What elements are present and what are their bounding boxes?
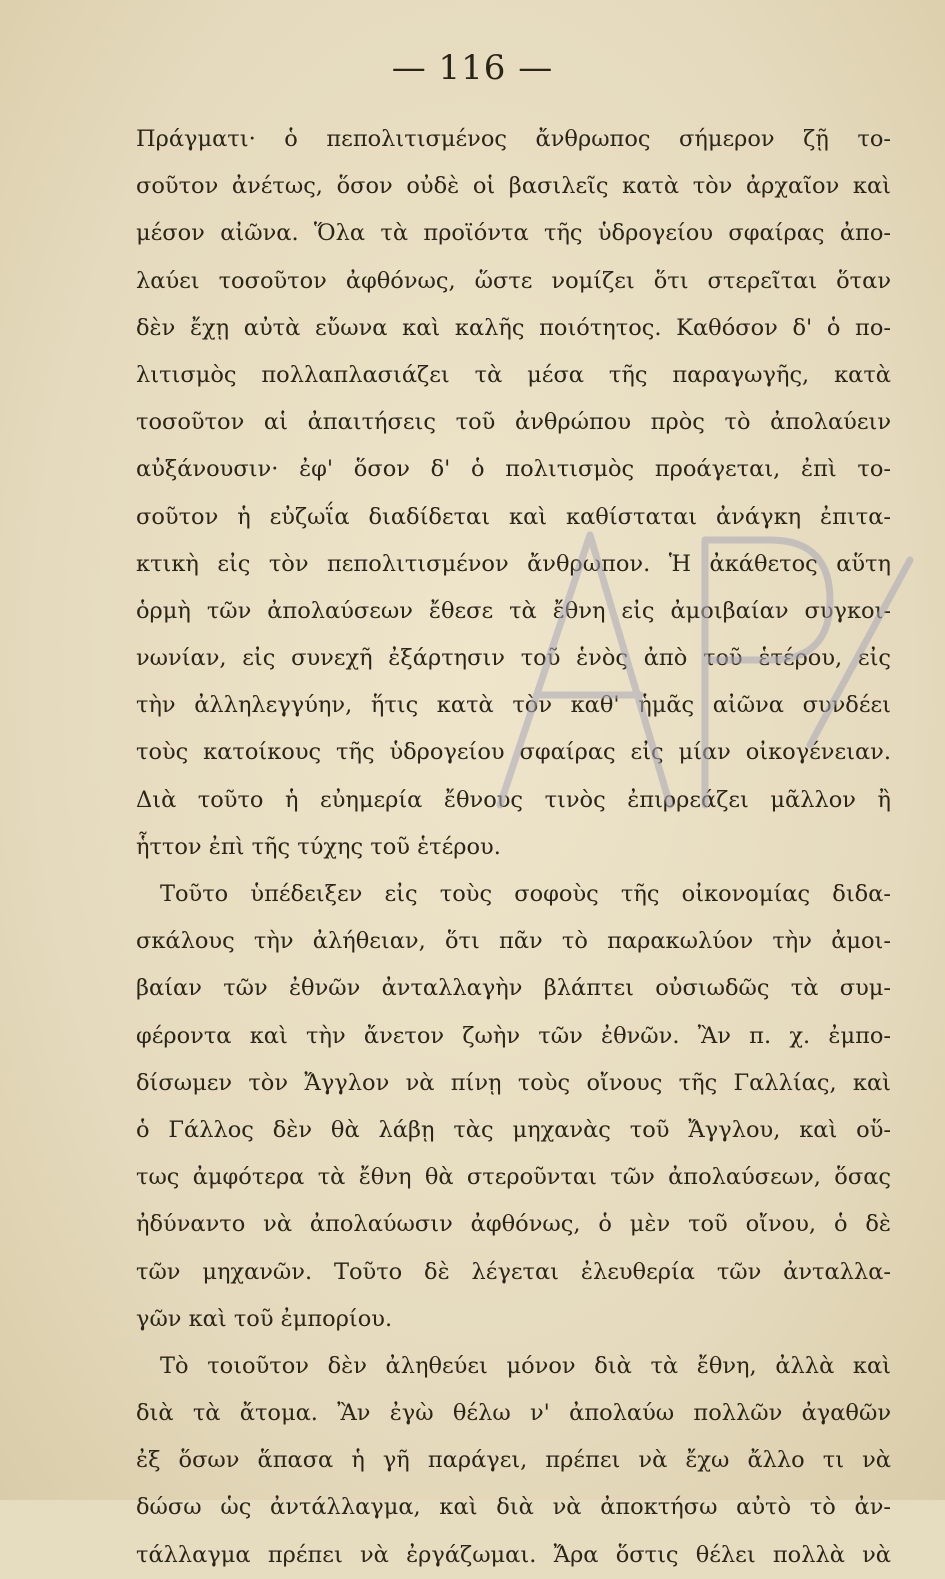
text-line: μέσον αἰῶνα. Ὅλα τὰ προϊόντα τῆς ὑδρογείου σφαίρας ἀπο-	[136, 220, 891, 247]
text-line: κτικὴ εἰς τὸν πεπολιτισμένον ἄνθρωπον. Ἡ ἀκάθετος αὕτη	[136, 550, 891, 577]
text-line: σκάλους τὴν ἀλήθειαν, ὅτι πᾶν τὸ παρακωλύον τὴν ἀμοι-	[136, 928, 891, 955]
text-line: σοῦτον ἡ εὐζωΐα διαδίδεται καὶ καθίσταται ἀνάγκη ἐπιτα-	[136, 503, 891, 530]
text-line: Τὸ τοιοῦτον δὲν ἀληθεύει μόνον διὰ τὰ ἔθνη, ἀλλὰ καὶ	[160, 1352, 891, 1379]
text-line: Πράγματι· ὁ πεπολιτισμένος ἄνθρωπος σήμερον ζῇ το-	[136, 126, 891, 152]
text-line: τάλλαγμα πρέπει νὰ ἐργάζωμαι. Ἄρα ὅστις θέλει πολλὰ νὰ	[136, 1541, 891, 1568]
text-line: νωνίαν, εἰς συνεχῆ ἐξάρτησιν τοῦ ἑνὸς ἀπὸ τοῦ ἑτέρου, εἰς	[136, 645, 891, 672]
text-line: λαύει τοσοῦτον ἀφθόνως, ὥστε νομίζει ὅτι στερεῖται ὅταν	[136, 267, 891, 294]
text-line: λιτισμὸς πολλαπλασιάζει τὰ μέσα τῆς παραγωγῆς, κατὰ	[136, 361, 891, 388]
text-line: σοῦτον ἀνέτως, ὅσον οὐδὲ οἱ βασιλεῖς κατὰ τὸν ἀρχαῖον καὶ	[136, 173, 891, 200]
text-line: ἧττον ἐπὶ τῆς τύχης τοῦ ἑτέρου.	[136, 833, 501, 860]
text-line: τοσοῦτον αἱ ἀπαιτήσεις τοῦ ἀνθρώπου πρὸς τὸ ἀπολαύειν	[136, 409, 891, 436]
text-line: τὴν ἀλληλεγγύην, ἥτις κατὰ τὸν καθ' ἡμᾶς αἰῶνα συνδέει	[136, 692, 891, 719]
text-line: ὁρμὴ τῶν ἀπολαύσεων ἔθεσε τὰ ἔθνη εἰς ἀμοιβαίαν συγκοι-	[136, 597, 891, 624]
text-line: δώσω ὡς ἀντάλλαγμα, καὶ διὰ νὰ ἀποκτήσω αὐτὸ τὸ ἀν-	[136, 1494, 891, 1521]
text-line: φέροντα καὶ τὴν ἄνετον ζωὴν τῶν ἐθνῶν. Ἂν π. χ. ἐμπο-	[136, 1022, 891, 1049]
text-line: δὲν ἔχῃ αὐτὰ εὔωνα καὶ καλῆς ποιότητος. Καθόσον δ' ὁ πο-	[136, 314, 891, 341]
text-line: τως ἀμφότερα τὰ ἔθνη θὰ στεροῦνται τῶν ἀπολαύσεων, ὅσας	[136, 1164, 891, 1191]
text-line: ἠδύναντο νὰ ἀπολαύωσιν ἀφθόνως, ὁ μὲν τοῦ οἴνου, ὁ δὲ	[136, 1211, 891, 1238]
text-line: αὐξάνουσιν· ἐφ' ὅσον δ' ὁ πολιτισμὸς προάγεται, ἐπὶ το-	[136, 456, 891, 483]
text-line: γῶν καὶ τοῦ ἐμπορίου.	[136, 1305, 393, 1332]
text-line: δίσωμεν τὸν Ἄγγλον νὰ πίνῃ τοὺς οἴνους τῆς Γαλλίας, καὶ	[136, 1069, 891, 1096]
text-line: Τοῦτο ὑπέδειξεν εἰς τοὺς σοφοὺς τῆς οἰκονομίας διδα-	[160, 881, 891, 907]
text-line: διὰ τὰ ἄτομα. Ἂν ἐγὼ θέλω ν' ἀπολαύω πολλῶν ἀγαθῶν	[136, 1400, 891, 1427]
text-line: Διὰ τοῦτο ἡ εὐημερία ἔθνους τινὸς ἐπιρρεάζει μᾶλλον ἢ	[136, 786, 891, 813]
body-text	[136, 116, 891, 1579]
text-line: τῶν μηχανῶν. Τοῦτο δὲ λέγεται ἐλευθερία τῶν ἀνταλλα-	[136, 1258, 891, 1285]
text-line: ἐξ ὅσων ἅπασα ἡ γῆ παράγει, πρέπει νὰ ἔχω ἄλλο τι νὰ	[136, 1447, 891, 1474]
text-line: βαίαν τῶν ἐθνῶν ἀνταλλαγὴν βλάπτει οὐσιωδῶς τὰ συμ-	[136, 975, 891, 1002]
text-line: ὁ Γάλλος δὲν θὰ λάβῃ τὰς μηχανὰς τοῦ Ἄγγλου, καὶ οὕ-	[136, 1116, 891, 1143]
text-line: τοὺς κατοίκους τῆς ὑδρογείου σφαίρας εἰς μίαν οἰκογένειαν.	[136, 739, 891, 766]
page-number: — 116 —	[391, 48, 554, 88]
